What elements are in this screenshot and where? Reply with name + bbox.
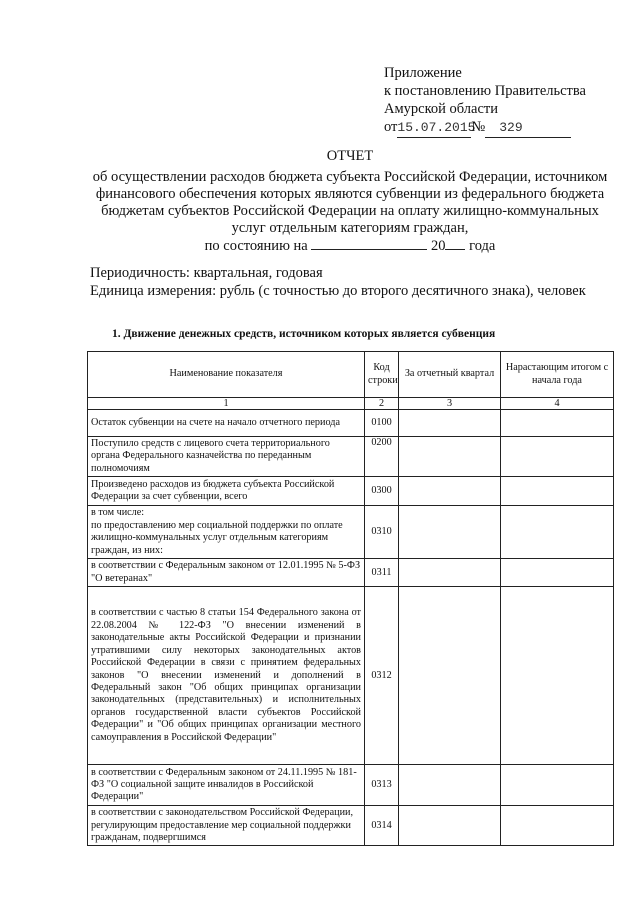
row-code: 0314 <box>365 806 399 846</box>
row-name: Поступило средств с лицевого счета территориального органа Федерального казначейства по переданным полномочиям <box>88 437 365 477</box>
table-row <box>88 477 614 506</box>
row-code: 0100 <box>365 410 399 437</box>
row-name: Произведено расходов из бюджета субъекта Российской Федерации за счет субвенции, всего <box>88 477 365 506</box>
header-name: Наименование показателя <box>88 352 365 398</box>
row-period-value <box>399 410 501 437</box>
year-suffix: года <box>469 238 496 254</box>
row-code: 0312 <box>365 587 399 765</box>
row-code: 0200 <box>365 437 399 477</box>
periodicity: Периодичность: квартальная, годовая <box>90 265 323 281</box>
as-of-date-blank <box>311 237 427 250</box>
row-period-value <box>399 559 501 587</box>
row-period-value <box>399 506 501 559</box>
table-row <box>88 506 614 559</box>
table-row <box>88 559 614 587</box>
row-name: в соответствии с Федеральным законом от 12.01.1995 № 5-ФЗ "О ветеранах" <box>88 559 365 587</box>
row-name-detail: по предоставлению мер социальной поддержки по оплате жилищно-коммунальных услуг отдельным категориям граждан, из них: <box>91 519 343 556</box>
row-cumulative-value <box>501 437 614 477</box>
row-code: 0310 <box>365 506 399 559</box>
report-subtitle-line-1: об осуществлении расходов бюджета субъекта Российской Федерации, источником <box>92 169 608 185</box>
row-name: в соответствии с Федеральным законом от 24.11.1995 № 181-ФЗ "О социальной защите инвалидов в Российской Федерации" <box>88 765 365 806</box>
row-name: Остаток субвенции на счете на начало отчетного периода <box>88 410 365 437</box>
report-meta <box>90 264 586 300</box>
report-title-block <box>60 148 640 255</box>
row-code: 0300 <box>365 477 399 506</box>
row-cumulative-value <box>501 410 614 437</box>
appendix-title: Приложение <box>384 65 462 81</box>
report-title: ОТЧЕТ <box>326 148 374 164</box>
column-number-row <box>88 398 614 410</box>
report-subtitle-line-3: бюджетам субъектов Российской Федерации на оплату жилищно-коммунальных <box>101 203 599 219</box>
row-period-value <box>399 765 501 806</box>
header-cumulative: Нарастающим итогом с начала года <box>501 352 614 398</box>
col-number: 3 <box>399 398 501 410</box>
row-name: в соответствии с частью 8 статьи 154 Федерального закона от 22.08.2004 № 122-ФЗ "О внесении изменений в законодательные акты Российской Федерации и признании утратившими силу некоторых законодательных актов Российской Федерации в связи с принятием федеральных законов "О внесении изменений и дополнений в Федеральный закон "Об общих принципах организации законодательных (представительных) и исполнительных органов государственной власти субъектов Российской Федерации" и "Об общих принципах организации местного самоуправления в Российской Федерации" <box>88 587 365 765</box>
row-cumulative-value <box>501 559 614 587</box>
row-cumulative-value <box>501 587 614 765</box>
row-cumulative-value <box>501 506 614 559</box>
header-code: Код строки <box>365 352 399 398</box>
row-period-value <box>399 477 501 506</box>
table-header-row <box>88 352 614 398</box>
appendix-resolution: к постановлению Правительства <box>384 83 586 99</box>
table-row <box>88 765 614 806</box>
row-period-value <box>399 587 501 765</box>
resolution-number: 329 <box>485 119 571 138</box>
row-period-value <box>399 806 501 846</box>
table-row <box>88 806 614 846</box>
report-subtitle-line-4: услуг отдельным категориям граждан, <box>231 220 469 236</box>
report-as-of-line <box>60 237 640 255</box>
measurement-unit: Единица измерения: рубль (с точностью до второго десятичного знака), человек <box>90 283 586 299</box>
as-of-prefix: по состоянию на <box>204 238 308 254</box>
cash-flow-table <box>87 351 614 846</box>
appendix-date-number <box>384 118 586 138</box>
header-period: За отчетный квартал <box>399 352 501 398</box>
col-number: 2 <box>365 398 399 410</box>
row-period-value <box>399 437 501 477</box>
table-row <box>88 410 614 437</box>
row-name: в соответствии с законодательством Российской Федерации, регулирующим предоставление мер социальной поддержки гражданам, подвергшимся <box>88 806 365 846</box>
row-cumulative-value <box>501 477 614 506</box>
number-prefix: № <box>471 119 486 135</box>
section-title: 1. Движение денежных средств, источником которых является субвенция <box>112 328 496 340</box>
col-number: 1 <box>88 398 365 410</box>
col-number: 4 <box>501 398 614 410</box>
row-cumulative-value <box>501 806 614 846</box>
date-prefix: от <box>384 119 398 135</box>
row-code: 0311 <box>365 559 399 587</box>
table-row <box>88 587 614 765</box>
row-cumulative-value <box>501 765 614 806</box>
appendix-block <box>384 64 586 138</box>
table-row <box>88 437 614 477</box>
year-blank <box>445 237 465 250</box>
resolution-date: 15.07.2015 <box>397 119 471 138</box>
year-prefix: 20 <box>430 238 446 254</box>
row-name <box>88 506 365 559</box>
appendix-region: Амурской области <box>384 101 498 117</box>
row-name-intro: в том числе: <box>91 507 145 519</box>
row-code: 0313 <box>365 765 399 806</box>
report-subtitle-line-2: финансового обеспечения которых являются субвенции из федерального бюджета <box>95 186 605 202</box>
